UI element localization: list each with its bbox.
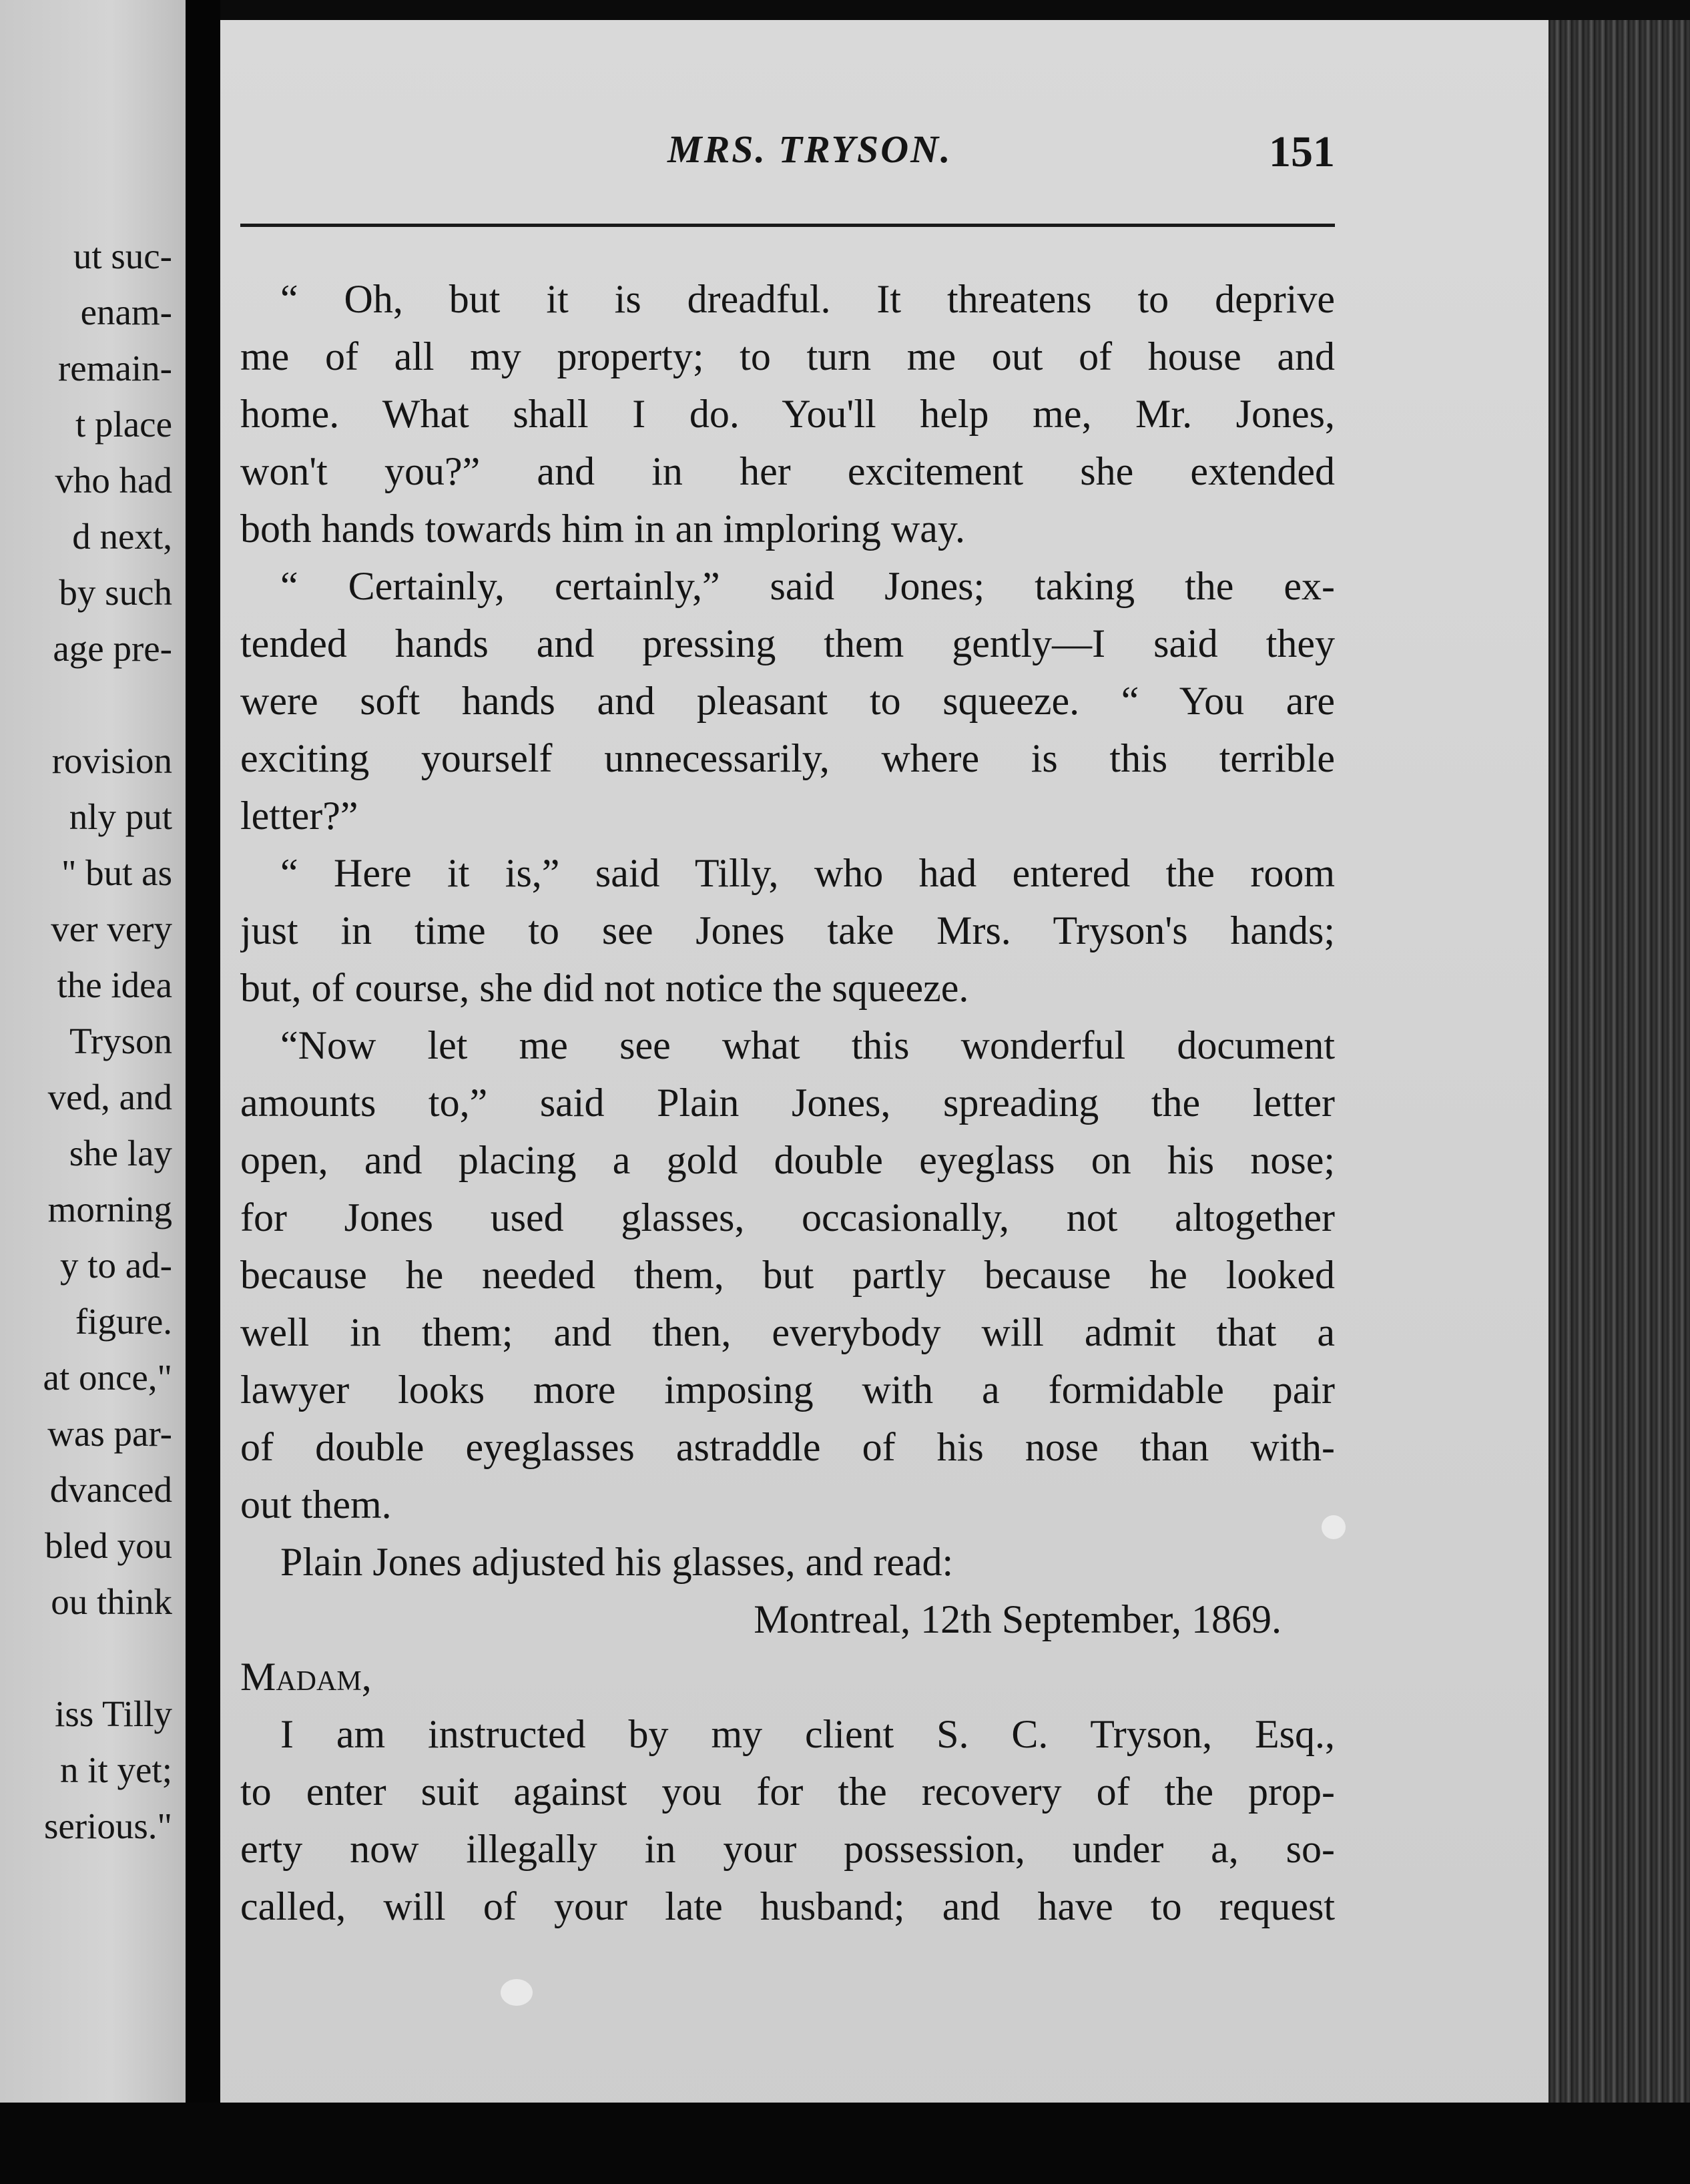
left-page-line: was par-: [47, 1413, 172, 1454]
left-page-line: by such: [59, 572, 172, 613]
left-page-line: rovision: [51, 740, 172, 781]
page-number: 151: [1269, 127, 1335, 176]
book-page: [220, 20, 1548, 2163]
text-line: out them.: [240, 1482, 392, 1527]
text-line: both hands towards him in an imploring way.: [240, 507, 965, 551]
left-page-line: she lay: [69, 1133, 172, 1173]
page-text: [240, 270, 1335, 1935]
left-page-line: iss Tilly: [55, 1693, 172, 1734]
text-line: I am instructed by my client S. C. Tryson, Esq.,: [280, 1712, 1335, 1756]
text-line: Madam,: [240, 1655, 372, 1699]
header-rule: [240, 224, 1335, 227]
left-page-line: morning: [47, 1189, 172, 1230]
text-line: well in them; and then, everybody will admit that a: [240, 1310, 1335, 1354]
text-line: amounts to,” said Plain Jones, spreading the letter: [240, 1081, 1335, 1125]
running-head: MRS. TRYSON.: [667, 127, 952, 171]
text-line: for Jones used glasses, occasionally, not altogether: [240, 1195, 1335, 1240]
left-page-line: t place: [75, 404, 172, 445]
left-page-line: bled you: [45, 1525, 172, 1566]
left-page-line: remain-: [57, 348, 172, 388]
text-line: just in time to see Jones take Mrs. Tryson's hands;: [240, 908, 1335, 952]
left-page-line: n it yet;: [59, 1749, 172, 1790]
paper-speck: [501, 1979, 533, 2006]
left-page-line: serious.": [43, 1806, 172, 1846]
left-page-line: dvanced: [49, 1469, 172, 1510]
left-page-line: ved, and: [47, 1077, 172, 1117]
left-page-line: ver very: [51, 908, 172, 949]
left-page-line: enam-: [80, 292, 172, 332]
text-line: “ Oh, but it is dreadful. It threatens to deprive: [280, 277, 1335, 321]
text-line: tended hands and pressing them gently—I said they: [240, 621, 1335, 665]
text-line: called, will of your late husband; and have to request: [240, 1884, 1335, 1928]
text-line: Plain Jones adjusted his glasses, and read:: [280, 1540, 954, 1584]
text-line: letter?”: [240, 794, 358, 838]
text-line: but, of course, she did not notice the squeeze.: [240, 966, 969, 1010]
left-page-line: the idea: [57, 965, 172, 1005]
text-line: “ Here it is,” said Tilly, who had entered the room: [280, 851, 1335, 895]
text-line: exciting yourself unnecessarily, where is this terrible: [240, 736, 1335, 780]
text-line: because he needed them, but partly because he looked: [240, 1253, 1335, 1297]
left-page-line: ou think: [51, 1581, 172, 1622]
text-line: Montreal, 12th September, 1869.: [754, 1597, 1282, 1641]
left-page-line: vho had: [55, 460, 172, 501]
text-line: won't you?” and in her excitement she extended: [240, 449, 1335, 493]
left-page-line: Tryson: [69, 1021, 172, 1061]
left-page-line: nly put: [69, 796, 172, 837]
text-line: open, and placing a gold double eyeglass on his nose;: [240, 1138, 1335, 1182]
text-line: home. What shall I do. You'll help me, Mr. Jones,: [240, 392, 1335, 436]
text-line: lawyer looks more imposing with a formidable pair: [240, 1368, 1335, 1412]
text-line: erty now illegally in your possession, under a, so-: [240, 1827, 1335, 1871]
left-page-line: d next,: [72, 516, 172, 557]
paper-speck: [1322, 1515, 1346, 1539]
scan-border: [0, 2103, 1690, 2184]
left-page-line: ut suc-: [73, 236, 172, 276]
text-line: to enter suit against you for the recovery of the prop-: [240, 1769, 1335, 1814]
left-page-line: at once,": [43, 1357, 172, 1398]
left-page-line: figure.: [75, 1301, 172, 1342]
left-page-line: y to ad-: [59, 1245, 172, 1286]
text-line: me of all my property; to turn me out of house and: [240, 334, 1335, 378]
text-line: of double eyeglasses astraddle of his nose than with-: [240, 1425, 1335, 1469]
book-gutter: [186, 0, 220, 2184]
text-line: “ Certainly, certainly,” said Jones; taking the ex-: [280, 564, 1335, 608]
left-page-fragment: [0, 0, 186, 2103]
left-page-line: age pre-: [53, 628, 172, 669]
text-line: were soft hands and pleasant to squeeze. “ You are: [240, 679, 1335, 723]
left-page-line: " but as: [61, 852, 172, 893]
text-line: “Now let me see what this wonderful document: [280, 1023, 1335, 1067]
page-edges: [1548, 20, 1690, 2163]
